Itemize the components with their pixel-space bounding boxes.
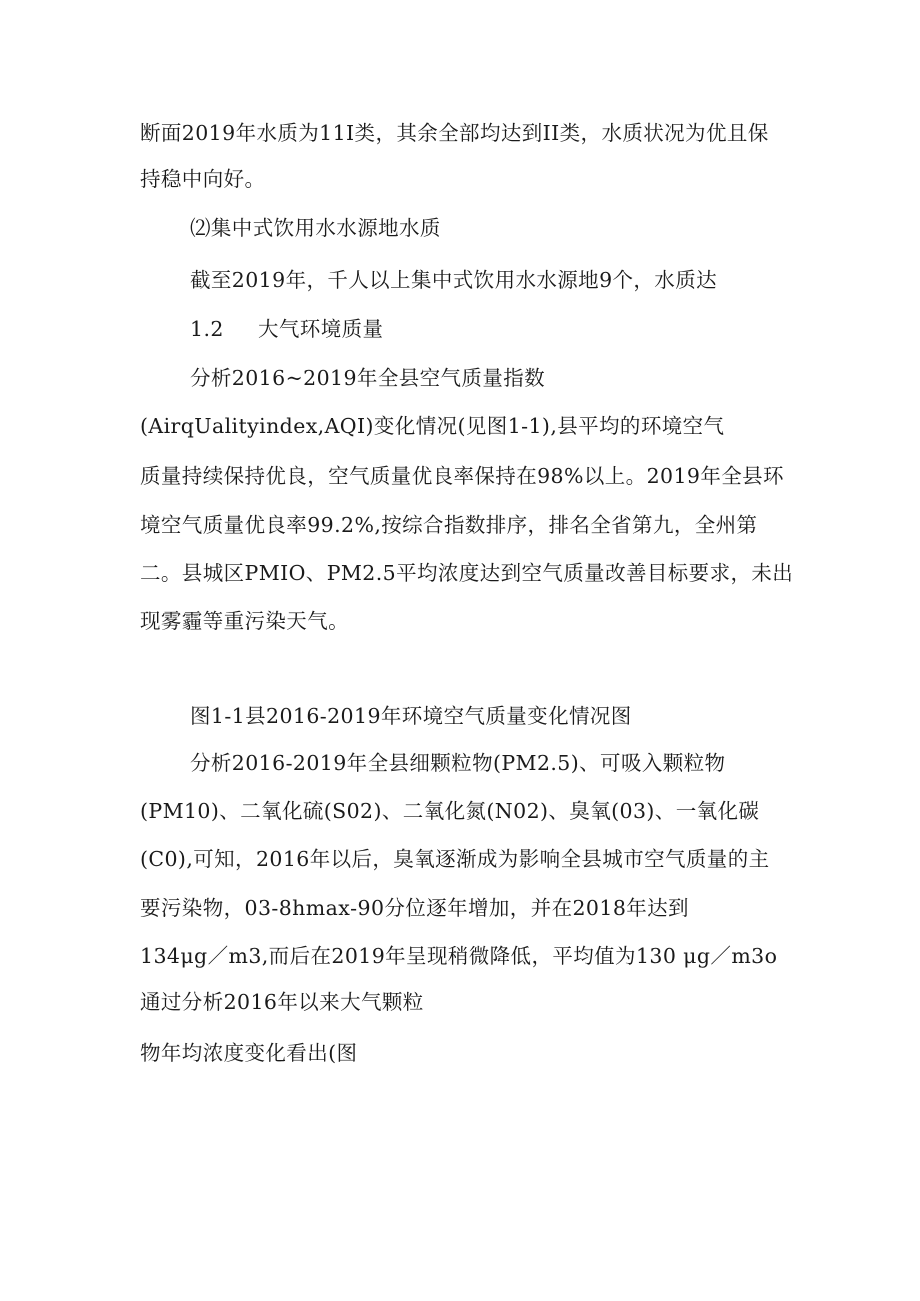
- figure-caption: 图1-1县2016-2019年环境空气质量变化情况图: [190, 704, 632, 728]
- paragraph-line: 分析2016~2019年全县空气质量指数: [190, 366, 546, 390]
- paragraph-line: 134μg／m3,而后在2019年呈现稍微降低，平均值为130 μg／m3o: [140, 944, 778, 968]
- section-number: 1.2: [190, 317, 224, 341]
- paragraph-line: 境空气质量优良率99.2%,按综合指数排序，排名全省第九，全州第: [140, 513, 758, 537]
- paragraph-line: 质量持续保持优良，空气质量优良率保持在98%以上。2019年全县环: [140, 464, 784, 488]
- paragraph-line: 断面2019年水质为11I类，其余全部均达到II类，水质状况为优且保: [140, 121, 769, 145]
- paragraph-line: 截至2019年，千人以上集中式饮用水水源地9个，水质达: [190, 268, 718, 292]
- paragraph-line: 现雾霾等重污染天气。: [140, 609, 349, 633]
- paragraph-line: 物年均浓度变化看出(图: [140, 1041, 358, 1065]
- paragraph-line: (PM10)、二氧化硫(S02)、二氧化氮(N02)、臭氧(03)、一氧化碳: [140, 799, 760, 823]
- paragraph-line: 分析2016-2019年全县细颗粒物(PM2.5)、可吸入颗粒物: [190, 751, 726, 775]
- paragraph-line: 要污染物，03-8hmaх-90分位逐年增加，并在2018年达到: [140, 896, 689, 920]
- subsection-heading: ⑵集中式饮用水水源地水质: [190, 216, 441, 240]
- paragraph-line: (C0),可知，2016年以后，臭氧逐渐成为影响全县城市空气质量的主: [140, 847, 770, 871]
- section-title: 大气环境质量: [258, 317, 384, 341]
- paragraph-line: (AirqUalityindex,AQI)变化情况(见图1-1),县平均的环境空气: [140, 414, 725, 438]
- paragraph-line: 二。县城区PMIO、PM2.5平均浓度达到空气质量改善目标要求，未出: [140, 561, 794, 585]
- paragraph-line: 通过分析2016年以来大气颗粒: [140, 990, 424, 1014]
- paragraph-line: 持稳中向好。: [140, 167, 266, 191]
